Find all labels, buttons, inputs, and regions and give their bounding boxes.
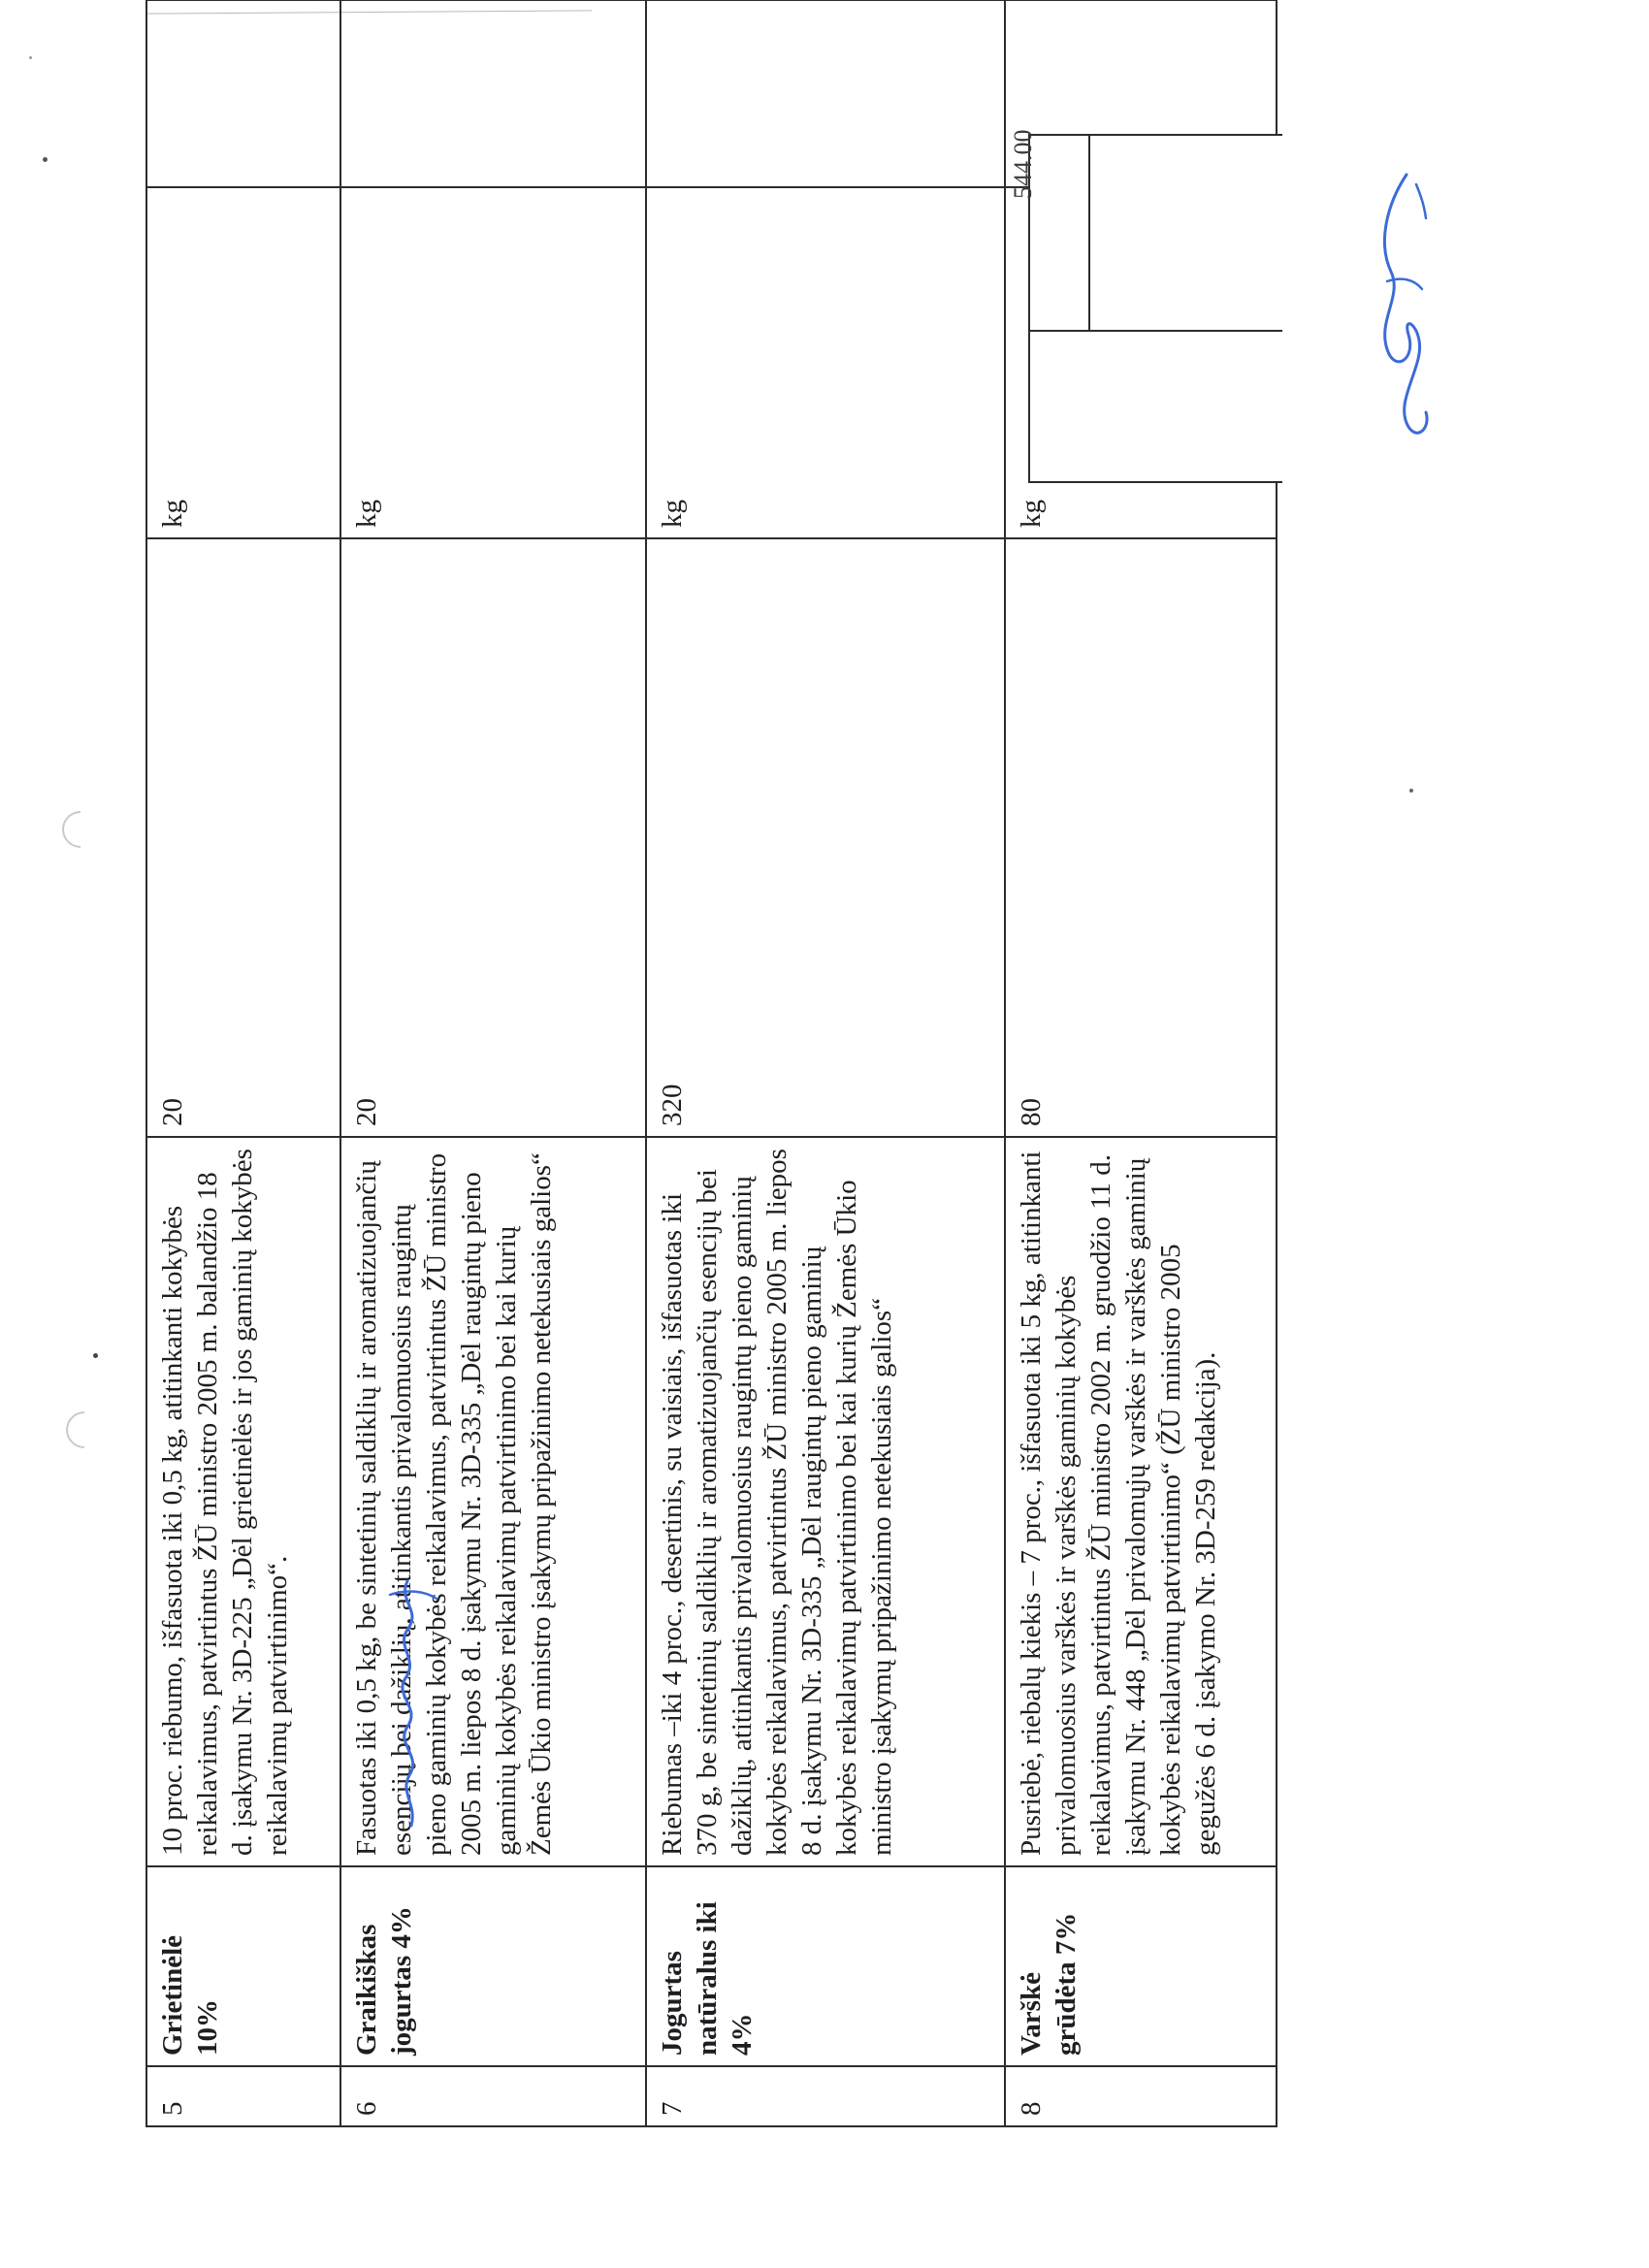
- product-description: Pusriebė, riebalų kiekis – 7 proc., išfasuota iki 5 kg, atitinkanti privalomuosius varškės ir varškės gaminių kokybės reikalavimus, patvirtintus ŽŪ ministro 2002 m. gruodžio 11 d. įsakymu Nr. 448 „Dėl privalomųjų varškės ir varškės gaminių kokybės reikalavimų patvirtinimo“ (ŽŪ ministro 2005 gegužės 6 d. įsakymo Nr. 3D-259 redakcija).: [1005, 1137, 1277, 1866]
- fragment-cell: [1030, 136, 1090, 332]
- empty-cell: [646, 0, 1005, 187]
- table-row: [646, 0, 1005, 2126]
- partial-price-value: 544.00: [1009, 129, 1037, 199]
- row-number: 8: [1005, 2066, 1277, 2126]
- fragment-cell: [1088, 136, 1282, 332]
- product-unit: kg: [340, 187, 646, 538]
- product-quantity: 320: [646, 538, 1005, 1137]
- scan-speck: [43, 157, 48, 162]
- row-number: 7: [646, 2066, 1005, 2126]
- product-unit: kg: [1005, 187, 1277, 538]
- product-name: Jogurtas natūralus iki 4%: [646, 1866, 1005, 2066]
- product-description: Riebumas –iki 4 proc., desertinis, su vaisiais, išfasuotas iki 370 g, be sintetinių saldiklių ir aromatizuojančių esencijų bei dažiklių, atitinkantis privalomuosius raugintų pieno gaminių kokybės reikalavimus, patvirtintus ŽŪ ministro 2005 m. liepos 8 d. įsakymu Nr. 3D-335 „Dėl raugintų pieno gaminių kokybės reikalavimų patvirtinimo bei kai kurių Žemės Ūkio ministro įsakymų pripažinimo netekusiais galios“: [646, 1137, 1005, 1866]
- empty-cell: [340, 0, 646, 187]
- scan-hole-mark: [54, 803, 107, 856]
- product-quantity: 80: [1005, 538, 1277, 1137]
- product-description: Fasuotas iki 0,5 kg, be sintetinių saldiklių ir aromatizuojančių esencijų bei dažiklių, atitinkantis privalomuosius raugintų pieno gaminių kokybės reikalavimus, patvirtintus ŽŪ ministro 2005 m. liepos 8 d. įsakymu Nr. 3D-335 „Dėl raugintų pieno gaminių kokybės reikalavimų patvirtinimo bei kai kurių Žemės Ūkio ministro įsakymų pripažinimo netekusiais galios“: [340, 1137, 646, 1866]
- empty-cell: [146, 0, 340, 187]
- signature-left: [369, 1571, 456, 1843]
- product-quantity: 20: [146, 538, 340, 1137]
- table-row: [146, 0, 340, 2126]
- row-number: 5: [146, 2066, 340, 2126]
- product-quantity: 20: [340, 538, 646, 1137]
- product-unit: kg: [646, 187, 1005, 538]
- product-description: 10 proc. riebumo, išfasuota iki 0,5 kg, atitinkanti kokybės reikalavimus, patvirtintus ŽŪ ministro 2005 m. balandžio 18 d. įsakymu Nr. 3D-225 „Dėl grietinėlės ir jos gaminių kokybės reikalavimų patvirtinimo“.: [146, 1137, 340, 1866]
- product-name: Varškė grūdėta 7%: [1005, 1866, 1277, 2066]
- product-unit: kg: [146, 187, 340, 538]
- cut-off-table-fragment: [1028, 134, 1282, 483]
- scan-speck: [93, 1353, 98, 1358]
- signature-right: [1348, 165, 1465, 456]
- row-number: 6: [340, 2066, 646, 2126]
- scan-speck: [29, 56, 32, 59]
- scan-speck: [1409, 789, 1413, 793]
- scan-hole-mark: [58, 1404, 111, 1456]
- product-name: Grietinėlė 10%: [146, 1866, 340, 2066]
- product-name: Graikiškas jogurtas 4%: [340, 1866, 646, 2066]
